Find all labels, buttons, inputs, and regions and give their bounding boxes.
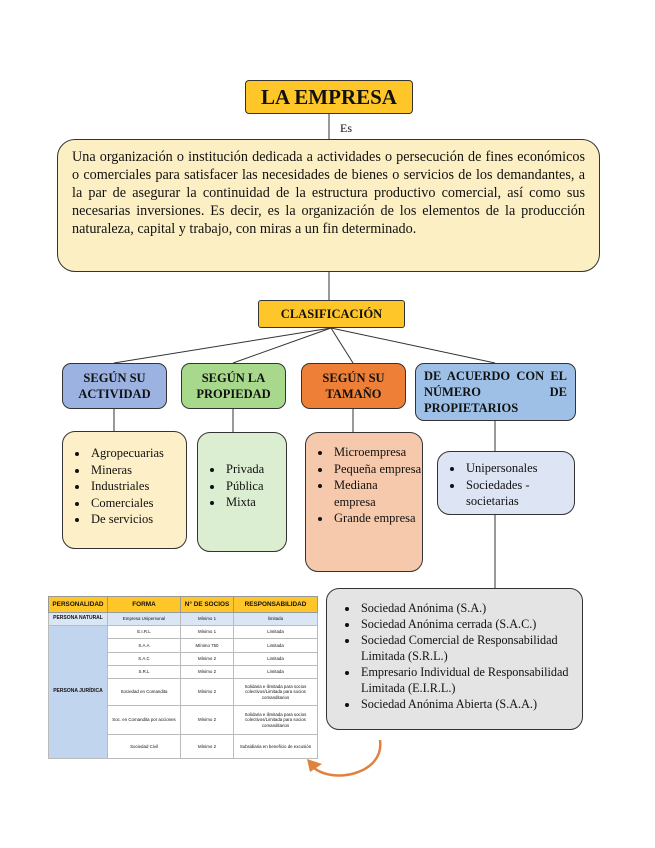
definition-box (57, 139, 600, 272)
list-item: • Grande empresa (332, 510, 422, 527)
table-cell: Soc. en Comandita por acciones (108, 706, 181, 735)
company-forms-table (48, 596, 318, 759)
table-cell: Mínimo 2 (181, 652, 234, 665)
category-owners-label: DE ACUERDO CON EL NÚMERO DE PROPIETARIOS (424, 369, 567, 415)
table-cell: Sociedad en Comandita (108, 679, 181, 706)
table-cell: Mínimo 2 (181, 706, 234, 735)
table-cell: Empresa Unipersonal (108, 613, 181, 626)
classification-text: CLASIFICACIÓN (280, 306, 383, 321)
title-box (245, 80, 413, 114)
title-text: LA EMPRESA (261, 84, 397, 109)
list-item: • Mixta (224, 494, 286, 511)
table-header-row (49, 597, 318, 613)
list-item: • Sociedad Anónima Abierta (S.A.A.) (359, 696, 582, 712)
size-list (305, 432, 423, 572)
category-owners (415, 363, 576, 421)
table-header: N° DE SOCIOS (181, 597, 234, 613)
table-cell: S.R.L (108, 665, 181, 678)
definition-text: Una organización o institución dedicada a actividades o persecución de fines económicos o comerciales para satisfacer las necesidades de bienes o servicios de los demandantes, a la par de asegurar la continuidad de la estructura productivo comercial, así como sus necesarias inversiones. Es decir, es la organización de los elementos de la producción naturaleza, capital y trabajo, con miras a un fin determinado. (72, 149, 585, 237)
list-item: • Pública (224, 478, 286, 495)
table-cell: Mínimo 2 (181, 679, 234, 706)
list-item: • Industriales (89, 478, 186, 495)
table-cell: Sociedad Civil (108, 735, 181, 759)
table-cell: PERSONA JURÍDICA (49, 626, 108, 759)
table-cell: Mínimo 750 (181, 639, 234, 652)
property-list (197, 432, 287, 552)
list-item: • Sociedad Anónima (S.A.) (359, 600, 582, 616)
table-cell: S.A.A (108, 639, 181, 652)
owners-list (437, 451, 575, 515)
table-cell: Mínimo 1 (181, 613, 234, 626)
table-cell: Limitada (234, 626, 318, 639)
list-item: • Comerciales (89, 495, 186, 512)
table-cell: Subsidiaria en beneficio de excusión (234, 735, 318, 759)
table-header: RESPONSABILIDAD (234, 597, 318, 613)
table-header: FORMA (108, 597, 181, 613)
table-cell: Limitada (234, 652, 318, 665)
table-cell: E.I.R.L (108, 626, 181, 639)
list-item: • Sociedades - societarias (464, 477, 574, 510)
list-item: • Sociedad Anónima cerrada (S.A.C.) (359, 616, 582, 632)
table-cell: S.A.C (108, 652, 181, 665)
list-item: • Empresario Individual de Responsabilidad Limitada (E.I.R.L.) (359, 664, 582, 696)
category-activity (62, 363, 167, 409)
category-activity-label: SEGÚN SU ACTIVIDAD (78, 371, 151, 401)
classification-box (258, 300, 405, 328)
category-size-label: SEGÚN SU TAMAÑO (322, 371, 385, 401)
table-row (49, 626, 318, 639)
table-row (49, 613, 318, 626)
category-property-label: SEGÚN LA PROPIEDAD (196, 371, 271, 401)
connector-label: Es (340, 121, 352, 135)
table-cell: Limitada (234, 639, 318, 652)
table-cell: Mínimo 1 (181, 626, 234, 639)
table-cell: Mínimo 2 (181, 665, 234, 678)
list-item: • Pequeña empresa (332, 461, 422, 478)
table-header: PERSONALIDAD (49, 597, 108, 613)
table-cell: Limitada (234, 665, 318, 678)
table-cell: Solidaria e ilimitada para socios colectivos/Limitada para socios comanditarios (234, 706, 318, 735)
list-item: • Sociedad Comercial de Responsabilidad Limitada (S.R.L.) (359, 632, 582, 664)
societies-list (326, 588, 583, 730)
list-item: • Privada (224, 461, 286, 478)
list-item: • Mineras (89, 462, 186, 479)
list-item: • Agropecuarias (89, 445, 186, 462)
line-class-owners (331, 328, 495, 363)
line-class-property (233, 328, 331, 363)
list-item: • Mediana empresa (332, 477, 422, 510)
line-class-size (331, 328, 353, 363)
table-cell: Mínimo 2 (181, 735, 234, 759)
table-cell: PERSONA NATURAL (49, 613, 108, 626)
table-cell: limitada (234, 613, 318, 626)
activity-list (62, 431, 187, 549)
category-size (301, 363, 406, 409)
table-cell: Solidaria e ilimitada para socios colectivos/Limitada para socios comanditarios (234, 679, 318, 706)
category-property (181, 363, 286, 409)
line-class-activity (114, 328, 331, 363)
list-item: • De servicios (89, 511, 186, 528)
list-item: • Unipersonales (464, 460, 574, 477)
list-item: • Microempresa (332, 444, 422, 461)
